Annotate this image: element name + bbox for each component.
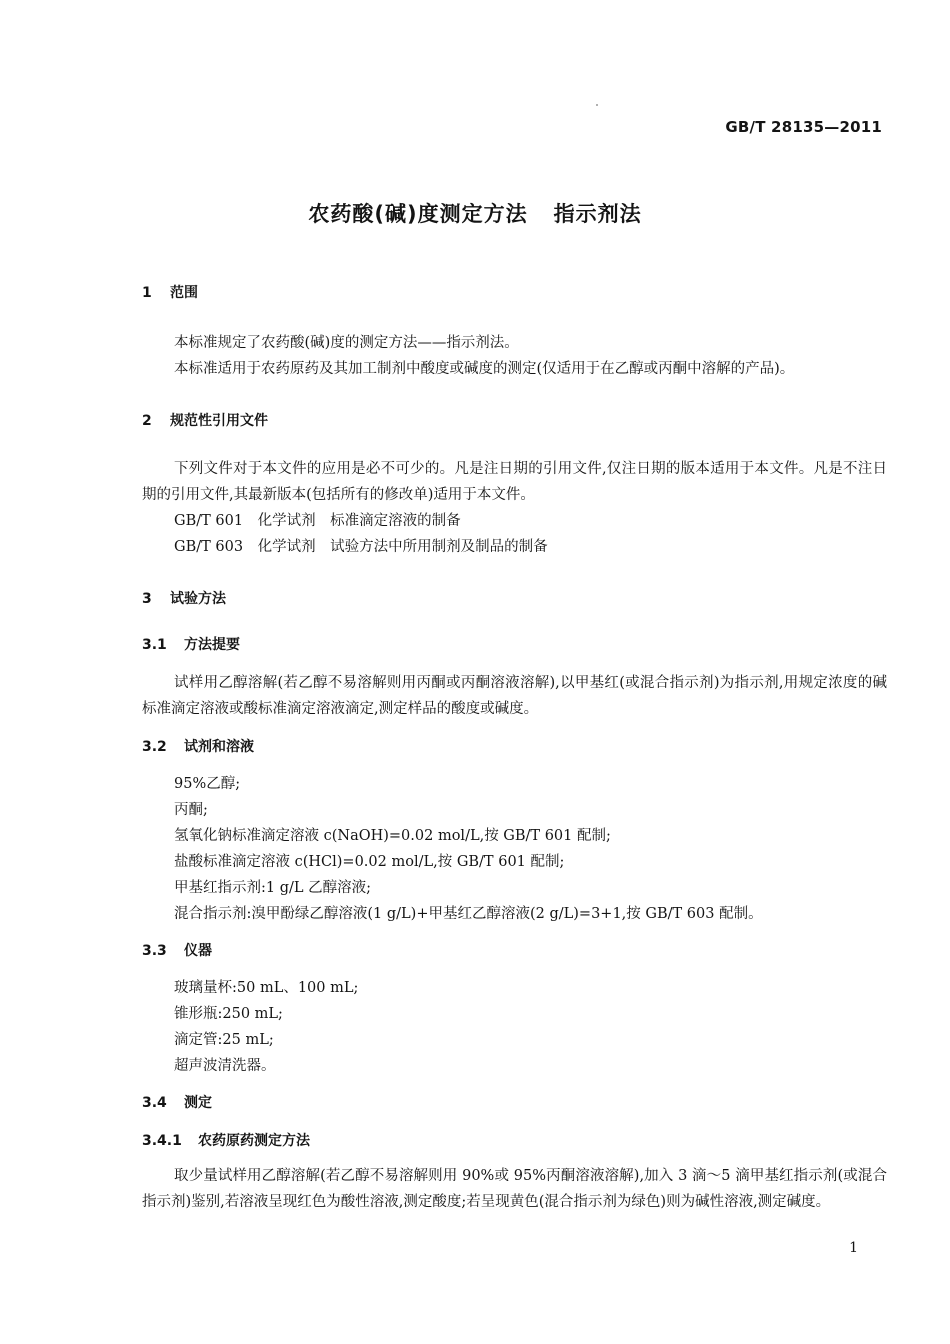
section-heading-1: 1 范围 <box>142 285 198 301</box>
title-main: 农药酸(碱)度测定方法 <box>308 202 528 226</box>
section-3-1-paragraph: 试样用乙醇溶解(若乙醇不易溶解则用丙酮或丙酮溶液溶解),以甲基红(或混合指示剂)为指示剂,用规定浓度的碱标准滴定溶液或酸标准滴定溶液滴定,测定样品的酸度或碱度。 <box>142 675 887 717</box>
reagent-item: 盐酸标准滴定溶液 c(HCl)=0.02 mol/L,按 GB/T 601 配制; <box>174 854 565 870</box>
section-heading-3-1: 3.1 方法提要 <box>142 637 240 653</box>
document-title <box>0 198 950 228</box>
section-heading-3-3: 3.3 仪器 <box>142 943 212 959</box>
reagent-item: 95%乙醇; <box>174 776 241 792</box>
instrument-item: 滴定管:25 mL; <box>174 1032 274 1048</box>
section-heading-2: 2 规范性引用文件 <box>142 413 268 429</box>
scan-speck <box>596 104 598 106</box>
instrument-item: 玻璃量杯:50 mL、100 mL; <box>174 980 359 996</box>
instrument-item: 锥形瓶:250 mL; <box>174 1006 283 1022</box>
reagent-item: 甲基红指示剂:1 g/L 乙醇溶液; <box>174 880 372 896</box>
section-heading-3: 3 试验方法 <box>142 591 226 607</box>
standard-code: GB/T 28135—2011 <box>725 118 882 136</box>
section-heading-3-2: 3.2 试剂和溶液 <box>142 739 254 755</box>
reagent-item: 混合指示剂:溴甲酚绿乙醇溶液(1 g/L)+甲基红乙醇溶液(2 g/L)=3+1,按 GB/T 603 配制。 <box>174 906 763 922</box>
section-1-paragraph-2: 本标准适用于农药原药及其加工制剂中酸度或碱度的测定(仅适用于在乙醇或丙酮中溶解的产品)。 <box>174 361 795 377</box>
section-heading-3-4-1: 3.4.1 农药原药测定方法 <box>142 1133 310 1149</box>
reagent-item: 丙酮; <box>174 802 208 818</box>
section-1-paragraph-1: 本标准规定了农药酸(碱)度的测定方法——指示剂法。 <box>174 335 519 351</box>
title-sub: 指示剂法 <box>553 202 642 226</box>
section-2-paragraph-1: 下列文件对于本文件的应用是必不可少的。凡是注日期的引用文件,仅注日期的版本适用于本文件。凡是不注日期的引用文件,其最新版本(包括所有的修改单)适用于本文件。 <box>142 461 887 503</box>
normative-reference-1: GB/T 601 化学试剂 标准滴定溶液的制备 <box>174 513 461 529</box>
instrument-item: 超声波清洗器。 <box>174 1058 276 1074</box>
normative-reference-2: GB/T 603 化学试剂 试验方法中所用制剂及制品的制备 <box>174 539 548 555</box>
reagent-item: 氢氧化钠标准滴定溶液 c(NaOH)=0.02 mol/L,按 GB/T 601 配制; <box>174 828 611 844</box>
section-3-4-1-paragraph: 取少量试样用乙醇溶解(若乙醇不易溶解则用 90%或 95%丙酮溶液溶解),加入 3 滴～5 滴甲基红指示剂(或混合指示剂)鉴别,若溶液呈现红色为酸性溶液,测定酸度;若呈现黄色(混合指示剂为绿色)则为碱性溶液,测定碱度。 <box>142 1168 887 1210</box>
page-number: 1 <box>849 1240 858 1256</box>
section-heading-3-4: 3.4 测定 <box>142 1095 212 1111</box>
